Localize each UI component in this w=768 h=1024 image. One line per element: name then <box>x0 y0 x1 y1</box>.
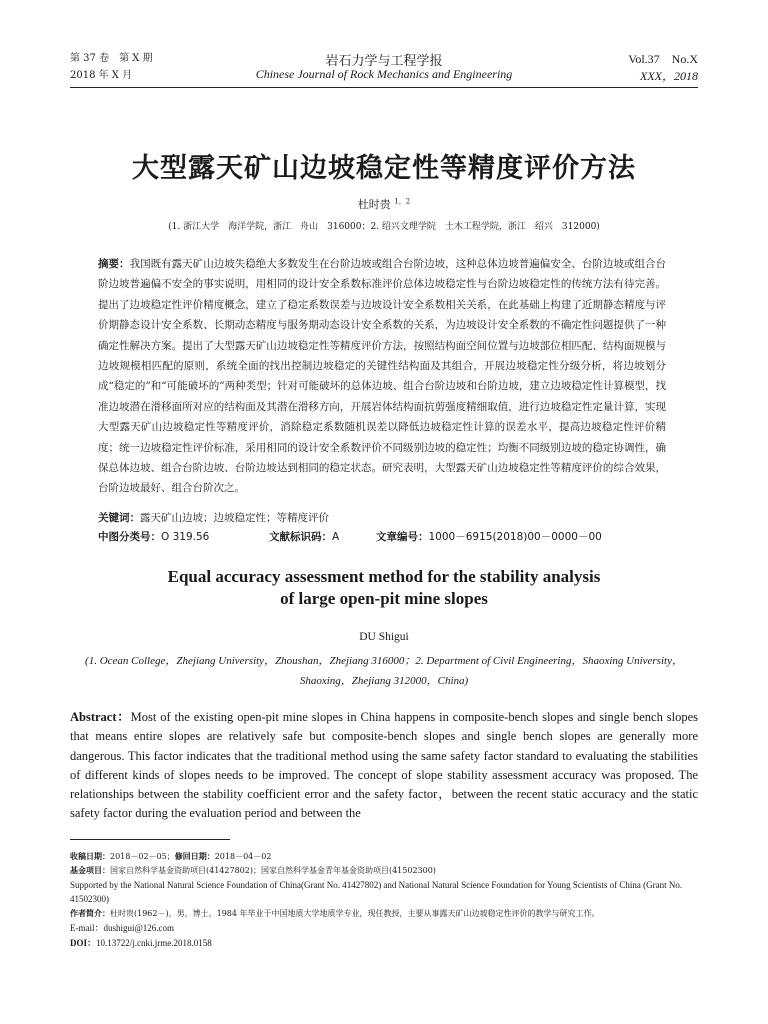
bio-value: 杜时贵(1962－)，男，博士，1984 年毕业于中国地质大学地质学专业，现任教授，主要从事露天矿山边坡稳定性评价的教学与研究工作。 <box>110 909 600 918</box>
clc-label: 中图分类号： <box>98 531 161 543</box>
footnote-fund <box>70 864 698 878</box>
header-divider <box>70 87 698 88</box>
revised-label: 修回日期： <box>174 852 215 861</box>
abstract-en-label: Abstract： <box>70 710 131 724</box>
keywords-cn-text: 露天矿山边坡；边坡稳定性；等精度评价 <box>140 512 329 524</box>
abstract-cn-text: 我国既有露天矿山边坡失稳绝大多数发生在台阶边坡或组合台阶边坡，这种总体边坡普遍偏安全、台阶边坡或组合台阶边坡普遍偏不安全的事实说明，用相同的设计安全系数标准评价总体边坡稳定性与台阶边坡稳定性的传统方法有待完善。提出了边坡稳定性评价精度概念，建立了稳定系数误差与边坡设计安全系数相关关系，在此基础上构建了近期静态精度与评价期静态设计安全系数、长期动态精度与服务期动态设计安全系数的关系，为边坡设计安全系数的不确定性问题提供了一种确定性解决方案。提出了大型露天矿山边坡稳定性等精度评价方法，按照结构面空间位置与边坡部位相匹配、结构面规模与边坡规模相匹配的原则，系统全面的找出控制边坡稳定的关键性结构面及其组合，开展边坡稳定性分级分析，将边坡划分成“稳定的”和“可能破坏的”两种类型；针对可能破坏的总体边坡、组合台阶边坡和台阶边坡，建立边坡稳定性计算模型，找准边坡潜在滑移面所对应的结构面及其潜在滑移方向，开展岩体结构面抗剪强度精细取值，进行边坡稳定性定量计算，实现大型露天矿山边坡稳定性等精度评价，消除稳定系数随机误差以降低边坡稳定性计算的误差水平，提高边坡稳定性评价精度；统一边坡稳定性评价标准，采用相同的设计安全系数评价不同级别边坡的稳定性；均衡不同级别边坡的稳定协调性，确保总体边坡、组合台阶边坡、台阶边坡达到相同的稳定状态。研究表明，大型露天矿山边坡稳定性等精度评价的综合效果，台阶边坡最好、组合台阶次之。 <box>98 258 667 495</box>
author-name-cn: 杜时贵 <box>357 198 391 211</box>
header-date-cn: 2018 年 X 月 <box>70 70 133 81</box>
keywords-cn-label: 关键词： <box>98 512 140 524</box>
footnote-email <box>70 921 698 935</box>
abstract-cn-label: 摘要： <box>98 258 130 270</box>
email-label: E-mail： <box>70 923 104 933</box>
footnote-dates <box>70 850 698 864</box>
received-label: 收稿日期： <box>70 852 110 861</box>
abstract-en <box>70 708 698 824</box>
affiliation-cn: (1. 浙江大学 海洋学院，浙江 舟山 316000；2. 绍兴文理学院 土木工程学院，浙江 绍兴 312000) <box>168 222 600 232</box>
affiliation-en: (1. Ocean College，Zhejiang University，Zhoushan，Zhejiang 316000；2. Department of Civil Engineering，Shaoxing University，Shaoxing，Zhejiang 312000，China) <box>85 655 683 687</box>
abstract-cn <box>98 254 666 499</box>
doc-code-label: 文献标识码： <box>269 531 332 543</box>
header-date-en: XXX，2018 <box>640 69 698 83</box>
article-no-label: 文章编号： <box>376 531 429 543</box>
author-affiliation-marks: 1，2 <box>394 197 411 206</box>
header-volume-en: Vol.37 No.X <box>628 52 698 66</box>
footnote-author-bio <box>70 907 698 921</box>
clc-number <box>98 529 209 545</box>
header-volume-cn: 第 37 卷 第 X 期 <box>70 53 153 64</box>
article-title-en-line2: of large open-pit mine slopes <box>280 589 488 608</box>
article-title-en-line1: Equal accuracy assessment method for the stability analysis <box>167 567 601 586</box>
article-no-value: 1000－6915(2018)00－0000－00 <box>428 531 602 543</box>
article-number <box>376 529 602 545</box>
abstract-en-text: Most of the existing open-pit mine slopes in China happens in composite-bench slopes and single bench slopes that means entire slopes are relatively safe but composite-bench slopes and single bench slopes are generally more dangerous. This factor indicates that the traditional method using the same safety factor standard to evaluating the stabilities of different kinds of slopes needs to be improved. The concept of slope stability assessment accuracy was proposed. The relationships between the stability coefficient error and the safety factor，between the recent static accuracy and the static safety factor during the evaluation period and between the <box>70 710 698 821</box>
email-value[interactable]: dushigui@126.com <box>103 923 175 933</box>
article-title-en <box>0 566 768 610</box>
bio-label: 作者简介： <box>70 909 110 918</box>
doi-value[interactable]: 10.13722/j.cnki.jrme.2018.0158 <box>96 938 212 948</box>
document-code <box>269 529 339 545</box>
author-en: DU Shigui <box>359 631 409 643</box>
fund-value: 国家自然科学基金资助项目(41427802)；国家自然科学基金青年基金资助项目(41502300) <box>110 866 436 875</box>
journal-title-cn: 岩石力学与工程学报 <box>325 54 443 69</box>
keywords-cn <box>98 510 666 526</box>
footnote-divider <box>70 839 230 840</box>
received-value: 2018－02－05； <box>110 852 175 861</box>
revised-value: 2018－04－02 <box>214 852 272 861</box>
doc-code-value: A <box>332 531 340 543</box>
author-cn <box>0 196 768 212</box>
clc-value: O 319.56 <box>161 531 210 543</box>
journal-title-en: Chinese Journal of Rock Mechanics and Engineering <box>255 67 513 81</box>
footnote-supported-en: Supported by the National Natural Science Foundation of China(Grant No. 41427802) and National Natural Science Foundation for Young Scientists of China (Grant No. 41502300) <box>70 880 683 904</box>
fund-label: 基金项目： <box>70 866 110 875</box>
footnote-doi <box>70 936 698 950</box>
article-title-cn: 大型露天矿山边坡稳定性等精度评价方法 <box>132 153 636 184</box>
doi-label: DOI： <box>70 938 97 948</box>
